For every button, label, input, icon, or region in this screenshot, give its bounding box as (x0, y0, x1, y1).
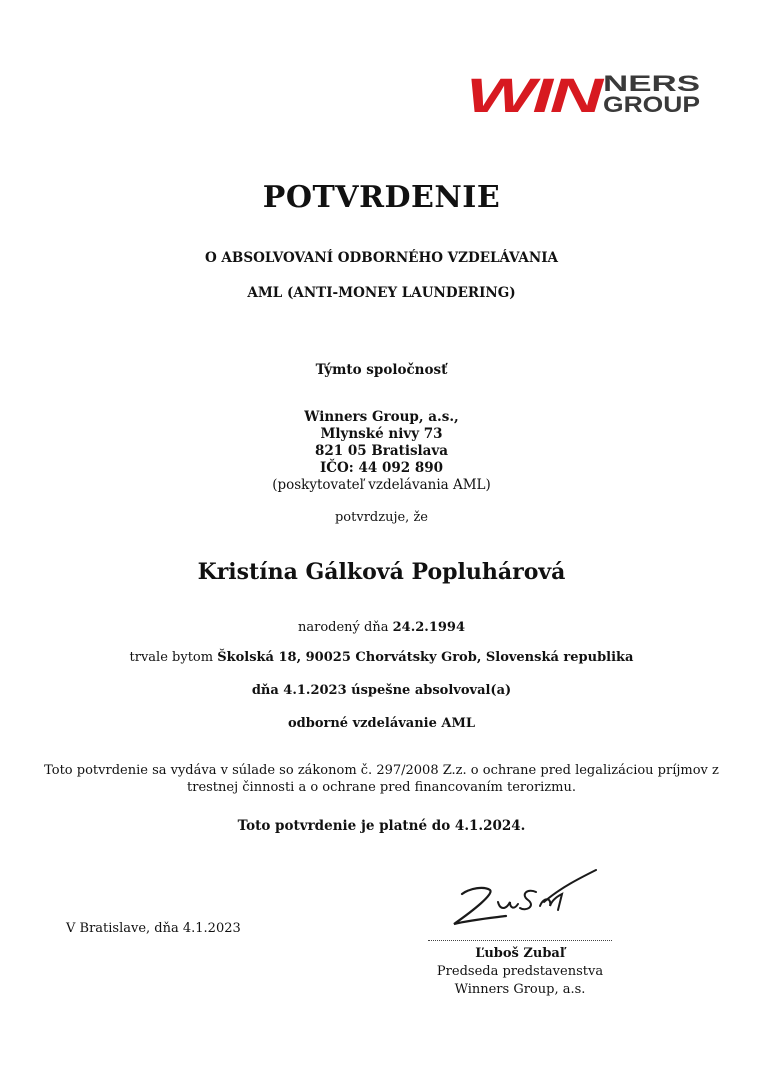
residence-prefix: trvale bytom (129, 650, 214, 665)
course-name: odborné vzdelávanie AML (287, 716, 476, 731)
birth-line (0, 620, 763, 635)
svg-text:WIN: WIN (466, 70, 606, 116)
company-city: 821 05 Bratislava (314, 443, 449, 459)
subtitle-training: O ABSOLVOVANÍ ODBORNÉHO VZDELÁVANIA (204, 250, 559, 266)
completion-date: dňa 4.1.2023 úspešne absolvoval(a) (251, 683, 512, 698)
svg-text:NERS: NERS (603, 71, 700, 96)
signer-block (420, 945, 620, 999)
document-title: POTVRDENIE (262, 180, 501, 215)
company-block (0, 409, 763, 494)
company-ico: IČO: 44 092 890 (319, 460, 444, 476)
signature-line (428, 940, 612, 941)
legal-notice: Toto potvrdenie sa vydáva v súlade so zákonom č. 297/2008 Z.z. o ochrane pred legalizáciou príjmov z trestnej činnosti a o ochrane pred financovaním terorizmu. (44, 763, 719, 795)
residence-line (0, 650, 763, 665)
company-street: Mlynské nivy 73 (320, 426, 443, 442)
company-role: (poskytovateľ vzdelávania AML) (272, 477, 491, 493)
signer-name: Ľuboš Zubaľ (475, 946, 565, 961)
residence-address: Školská 18, 90025 Chorvátsky Grob, Slovenská republika (217, 650, 634, 665)
signer-company: Winners Group, a.s. (454, 982, 586, 997)
intro-text: Týmto spoločnosť (315, 362, 448, 378)
person-name: Kristína Gálková Popluhárová (197, 559, 566, 585)
company-name: Winners Group, a.s., (304, 409, 459, 425)
svg-text:GROUP: GROUP (603, 92, 700, 116)
birth-date: 24.2.1994 (392, 620, 465, 635)
validity-note: Toto potvrdenie je platné do 4.1.2024. (237, 818, 526, 834)
confirms-text: potvrdzuje, že (334, 510, 428, 525)
place-and-date: V Bratislave, dňa 4.1.2023 (66, 921, 241, 936)
handwritten-signature (440, 866, 600, 932)
signer-title: Predseda predstavenstva (436, 964, 604, 979)
winners-group-logo (466, 70, 700, 116)
birth-prefix: narodený dňa (298, 620, 389, 635)
subtitle-aml: AML (ANTI-MONEY LAUNDERING) (247, 285, 516, 301)
